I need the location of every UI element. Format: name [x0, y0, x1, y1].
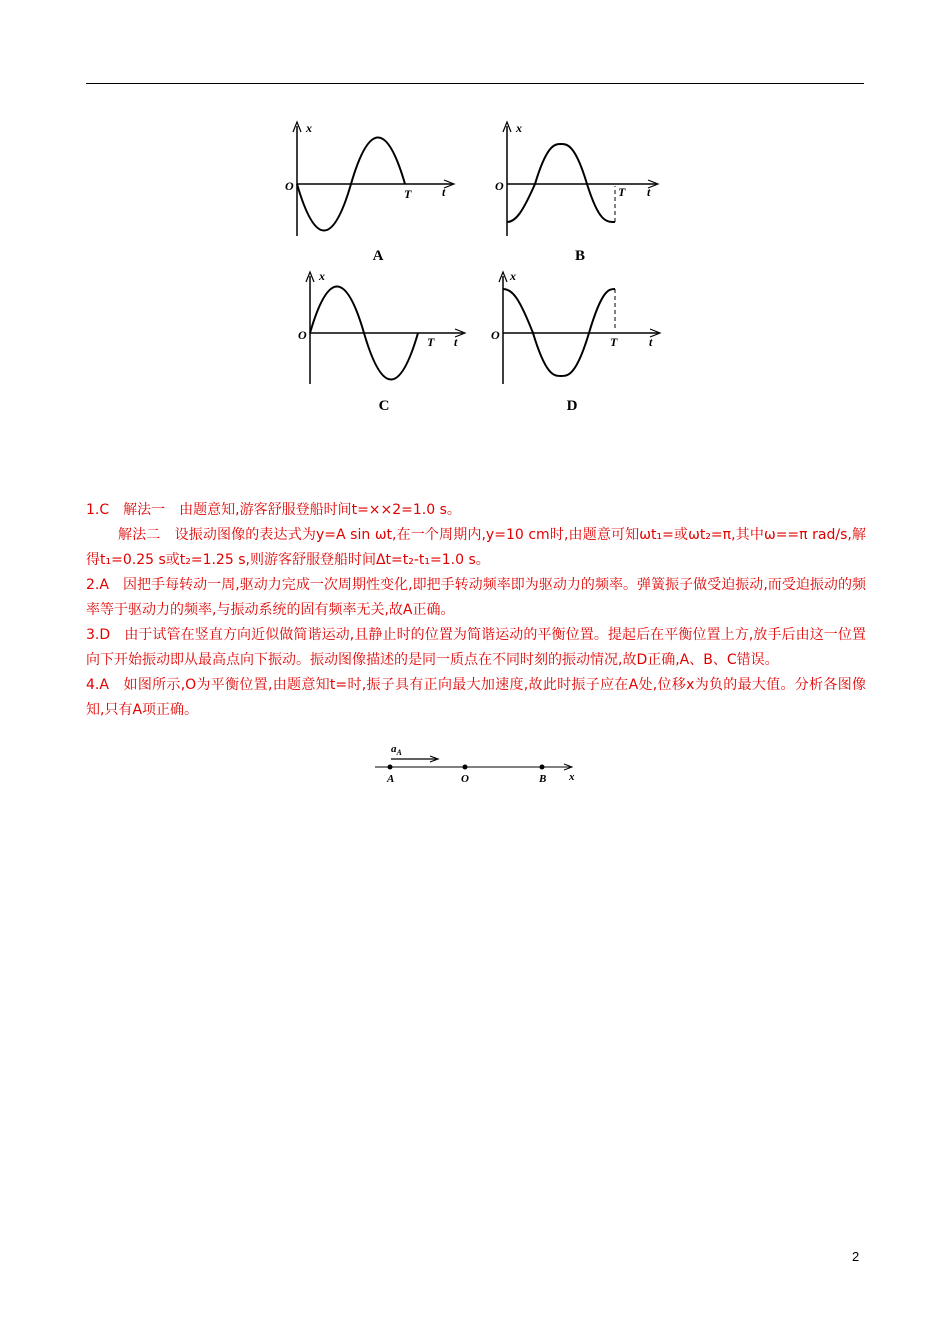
- answer-2: 2.A 因把手每转动一周,驱动力完成一次周期性变化,即把手转动频率即为驱动力的频率。弹簧振子做受迫振动,而受迫振动的频率等于驱动力的频率,与振动系统的固有频率无关,故A正确。: [86, 577, 866, 618]
- oscillator-figure: [372, 742, 587, 787]
- point-o: [463, 765, 468, 770]
- point-b: [540, 765, 545, 770]
- graph-d-y-label: x: [510, 269, 516, 283]
- graph-d-x-label: t: [649, 335, 653, 349]
- graph-a: [280, 116, 465, 246]
- answer-section: [86, 498, 866, 723]
- graph-c-y-label: x: [319, 269, 325, 283]
- graph-b-x-label: t: [647, 185, 651, 199]
- answer-3: 3.D 由于试管在竖直方向近似做简谐运动,且静止时的位置为简谐运动的平衡位置。提起后在平衡位置上方,放手后由这一位置向下开始振动即从最高点向下振动。振动图像描述的是同一质点在不同时刻的振动情况,故D正确,A、B、C错误。: [86, 627, 866, 668]
- graph-c-period: T: [427, 335, 435, 349]
- graph-d: [486, 266, 666, 391]
- graph-b: [490, 116, 675, 246]
- graph-c: [293, 266, 473, 391]
- graph-d-origin: O: [491, 328, 500, 342]
- graph-b-origin: O: [495, 179, 504, 193]
- answer-1: 1.C 解法一 由题意知,游客舒服登船时间t=××2=1.0 s。: [86, 502, 461, 518]
- graph-c-x-label: t: [454, 335, 458, 349]
- label-b: B: [539, 773, 547, 785]
- graph-a-caption: A: [372, 248, 384, 264]
- graph-b-period: T: [618, 185, 626, 199]
- header-rule: [86, 83, 864, 84]
- graph-c-caption: C: [378, 398, 390, 414]
- accel-label: $a_A$: [391, 743, 402, 757]
- graph-b-y-label: x: [516, 121, 522, 135]
- label-o: O: [461, 773, 469, 785]
- graph-a-origin: O: [285, 179, 294, 193]
- answer-1-method-2: 解法二 设振动图像的表达式为y=A sin ωt,在一个周期内,y=10 cm时,由题意可知ωt₁=或ωt₂=π,其中ω==π rad/s,解得t₁=0.25 s或t₂=1.25 s,则游客舒服登船时间Δt=t₂-t₁=1.0 s。: [86, 527, 866, 568]
- graph-c-origin: O: [298, 328, 307, 342]
- graph-a-period: T: [404, 187, 412, 201]
- graph-b-curve: [507, 144, 615, 222]
- graph-a-y-label: x: [306, 121, 312, 135]
- graph-a-x-label: t: [442, 185, 446, 199]
- label-a: A: [387, 773, 395, 785]
- graph-d-period: T: [610, 335, 618, 349]
- label-x-axis: x: [569, 771, 575, 783]
- answer-4: 4.A 如图所示,O为平衡位置,由题意知t=时,振子具有正向最大加速度,故此时振子应在A处,位移x为负的最大值。分析各图像知,只有A项正确。: [86, 677, 866, 718]
- point-a: [388, 765, 393, 770]
- page-number: 2: [852, 1249, 860, 1264]
- graph-d-caption: D: [566, 398, 578, 414]
- graph-b-caption: B: [574, 248, 585, 264]
